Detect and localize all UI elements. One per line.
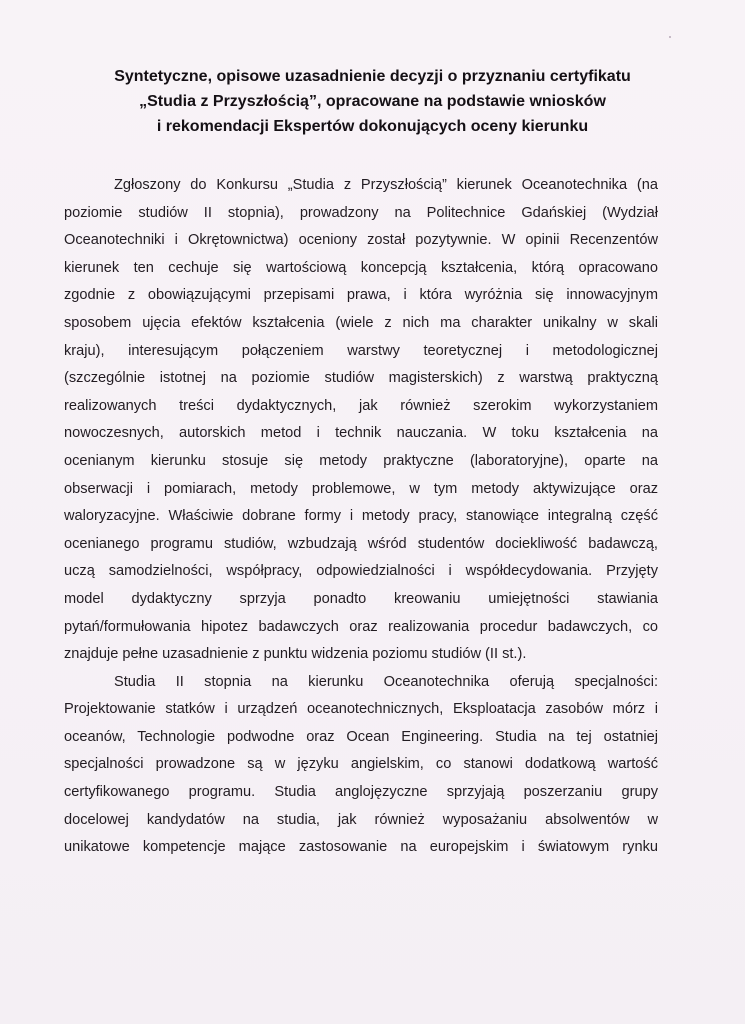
- text-line: certyfikowanego programu. Studia anglojęzyczne sprzyjają poszerzaniu grupy: [64, 784, 658, 801]
- text-line: ocenianym kierunku stosuje się metody praktyczne (laboratoryjne), oparte na: [64, 452, 658, 469]
- document-body: [64, 172, 658, 862]
- text-line: waloryzacyjne. Właściwie dobrane formy i metody pracy, stanowiące integralną część: [64, 508, 658, 525]
- title-line: i rekomendacji Ekspertów dokonujących oceny kierunku: [156, 118, 589, 135]
- text-line: zgodnie z obowiązującymi przepisami prawa, i która wyróżnia się innowacyjnym: [64, 287, 658, 304]
- text-line: realizowanych treści dydaktycznych, jak również szerokim wykorzystaniem: [64, 397, 658, 414]
- title-line: „Studia z Przyszłością”, opracowane na podstawie wniosków: [139, 93, 606, 110]
- text-line: pytań/formułowania hipotez badawczych oraz realizowania procedur badawczych, co: [64, 618, 658, 635]
- title-line: Syntetyczne, opisowe uzasadnienie decyzji o przyznaniu certyfikatu: [114, 68, 631, 85]
- text-line: ocenianego programu studiów, wzbudzają wśród studentów dociekliwość badawczą,: [64, 535, 658, 552]
- paper-speck: [669, 36, 671, 38]
- text-line: uczą samodzielności, współpracy, odpowiedzialności i współdecydowania. Przyjęty: [64, 563, 658, 580]
- paragraph-2: [64, 669, 658, 862]
- text-line: Oceanotechniki i Okrętownictwa) oceniony został pozytywnie. W opinii Recenzentów: [64, 232, 658, 249]
- text-line: model dydaktyczny sprzyja ponadto kreowaniu umiejętności stawiania: [64, 590, 658, 607]
- text-line: poziomie studiów II stopnia), prowadzony na Politechnice Gdańskiej (Wydział: [64, 204, 658, 221]
- text-line: specjalności prowadzone są w języku angielskim, co stanowi dodatkową wartość: [64, 756, 658, 773]
- text-line: nowoczesnych, autorskich metod i technik nauczania. W toku kształcenia na: [64, 425, 658, 442]
- text-line: Projektowanie statków i urządzeń oceanotechnicznych, Eksploatacja zasobów mórz i: [64, 701, 658, 718]
- text-line: Zgłoszony do Konkursu „Studia z Przyszłością” kierunek Oceanotechnika (na: [114, 177, 658, 193]
- text-line: unikatowe kompetencje mające zastosowanie na europejskim i światowym rynku: [64, 839, 658, 856]
- text-line: obserwacji i pomiarach, metody problemowe, w tym metody aktywizujące oraz: [64, 480, 658, 497]
- text-line: kraju), interesującym połączeniem warstwy teoretycznej i metodologicznej: [64, 342, 658, 359]
- paragraph-1: [64, 172, 658, 669]
- document-title: [60, 64, 685, 139]
- text-line: Studia II stopnia na kierunku Oceanotechnika oferują specjalności:: [114, 673, 658, 690]
- text-line: docelowej kandydatów na studia, jak również wyposażaniu absolwentów w: [64, 811, 658, 828]
- text-line: znajduje pełne uzasadnienie z punktu widzenia poziomu studiów (II st.).: [64, 646, 527, 663]
- text-line: oceanów, Technologie podwodne oraz Ocean Engineering. Studia na tej ostatniej: [64, 728, 658, 745]
- text-line: (szczególnie istotnej na poziomie studiów magisterskich) z warstwą praktyczną: [64, 370, 658, 387]
- text-line: sposobem ujęcia efektów kształcenia (wiele z nich ma charakter unikalny w skali: [64, 314, 658, 331]
- text-line: kierunek ten cechuje się wartościową koncepcją kształcenia, którą opracowano: [64, 259, 658, 276]
